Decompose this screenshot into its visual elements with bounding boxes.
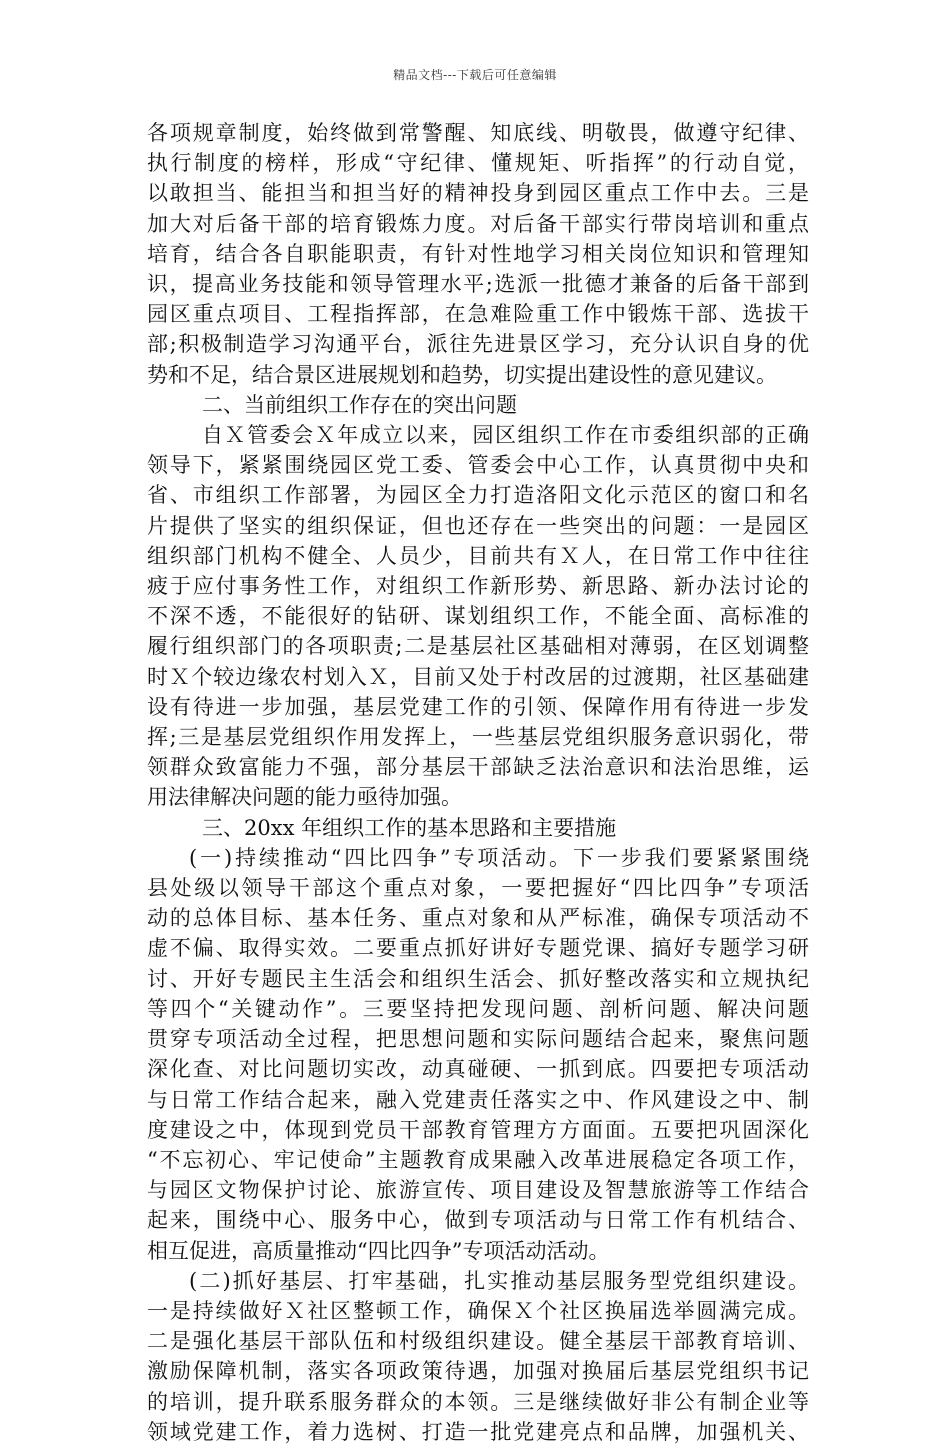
- text-line: 二、当前组织工作存在的突出问题: [202, 392, 517, 417]
- text-line: 省、市组织工作部署，为园区全力打造洛阳文化示范区的窗口和名: [147, 483, 809, 508]
- text-line: 片提供了坚实的组织保证，但也还存在一些突出的问题：一是园区: [147, 513, 809, 538]
- text-line: 动的总体目标、基本任务、重点对象和从严标准，确保专项活动不: [147, 906, 809, 931]
- text-line: 领导下，紧紧围绕园区党工委、管委会中心工作，认真贯彻中央和: [147, 453, 809, 478]
- text-line: 相互促进，高质量推动“四比四争”专项活动活动。: [147, 1238, 610, 1263]
- text-line: “不忘初心、牢记使命”主题教育成果融入改革进展稳定各项工作，: [147, 1147, 809, 1172]
- text-line: 领域党建工作，着力选树、打造一批党建亮点和品牌，加强机关、: [147, 1419, 809, 1444]
- text-line: 深化查、对比问题切实改，动真碰硬、一抓到底。四要把专项活动: [147, 1057, 809, 1082]
- text-line: 部;积极制造学习沟通平台，派往先进景区学习，充分认识自身的优: [147, 332, 809, 357]
- document-body: [147, 118, 809, 1447]
- text-line: 与园区文物保护讨论、旅游宣传、项目建设及智慧旅游等工作结合: [147, 1178, 809, 1203]
- text-line: 讨、开好专题民主生活会和组织生活会、抓好整改落实和立规执纪: [147, 966, 809, 991]
- text-line: 三、20xx 年组织工作的基本思路和主要措施: [202, 815, 617, 840]
- text-line: 加大对后备干部的培育锻炼力度。对后备干部实行带岗培训和重点: [147, 211, 809, 236]
- text-line: 设有待进一步加强，基层党建工作的引领、保障作用有待进一步发: [147, 694, 809, 719]
- text-line: 以敢担当、能担当和担当好的精神投身到园区重点工作中去。三是: [147, 181, 809, 206]
- text-line: 一是持续做好Ｘ社区整顿工作，确保Ｘ个社区换届选举圆满完成。: [147, 1298, 809, 1323]
- text-line: 园区重点项目、工程指挥部，在急难险重工作中锻炼干部、选拔干: [147, 302, 809, 327]
- text-line: 领群众致富能力不强，部分基层干部缺乏法治意识和法治思维，运: [147, 755, 809, 780]
- text-line: 二是强化基层干部队伍和村级组织建设。健全基层干部教育培训、: [147, 1329, 809, 1354]
- text-line: 组织部门机构不健全、人员少，目前共有Ｘ人，在日常工作中往往: [147, 543, 809, 568]
- text-line: 挥;三是基层党组织作用发挥上，一些基层党组织服务意识弱化，带: [147, 725, 809, 750]
- text-line: 的培训，提升联系服务群众的本领。三是继续做好非公有制企业等: [147, 1389, 809, 1414]
- text-line: 用法律解决问题的能力亟待加强。: [147, 785, 462, 810]
- text-line: 各项规章制度，始终做到常警醒、知底线、明敬畏，做遵守纪律、: [147, 121, 809, 145]
- text-line: 贯穿专项活动全过程，把思想问题和实际问题结合起来，聚焦问题: [147, 1027, 809, 1052]
- text-line: 县处级以领导干部这个重点对象，一要把握好“四比四争”专项活: [147, 876, 809, 901]
- text-line: 识，提高业务技能和领导管理水平;选派一批德才兼备的后备干部到: [147, 272, 809, 297]
- text-line: 度建设之中，体现到党员干部教育管理方方面面。五要把巩固深化: [147, 1117, 809, 1142]
- text-line: 时Ｘ个较边缘农村划入Ｘ，目前又处于村改居的过渡期，社区基础建: [147, 664, 809, 689]
- page-header: 精品文档---下载后可任意编辑: [393, 68, 557, 82]
- text-line: 执行制度的榜样，形成“守纪律、懂规矩、听指挥”的行动自觉，: [147, 151, 809, 176]
- text-line: 不深不透，不能很好的钻研、谋划组织工作，不能全面、高标准的: [147, 604, 809, 629]
- text-line: 自Ｘ管委会Ｘ年成立以来，园区组织工作在市委组织部的正确: [202, 423, 809, 448]
- text-line: 履行组织部门的各项职责;二是基层社区基础相对薄弱，在区划调整: [147, 634, 809, 659]
- text-line: 起来，围绕中心、服务中心，做到专项活动与日常工作有机结合、: [147, 1208, 809, 1233]
- text-line: 等四个“关键动作”。三要坚持把发现问题、剖析问题、解决问题: [147, 996, 809, 1021]
- text-line: 与日常工作结合起来，融入党建责任落实之中、作风建设之中、制: [147, 1087, 809, 1112]
- text-line: (二)抓好基层、打牢基础，扎实推动基层服务型党组织建设。: [189, 1268, 809, 1293]
- text-line: 激励保障机制，落实各项政策待遇，加强对换届后基层党组织书记: [147, 1359, 809, 1384]
- text-line: (一)持续推动“四比四争”专项活动。下一步我们要紧紧围绕: [189, 845, 809, 870]
- text-line: 培育，结合各自职能职责，有针对性地学习相关岗位知识和管理知: [147, 241, 809, 266]
- text-line: 虚不偏、取得实效。二要重点抓好讲好专题党课、搞好专题学习研: [147, 936, 809, 961]
- text-line: 疲于应付事务性工作，对组织工作新形势、新思路、新办法讨论的: [147, 574, 809, 599]
- text-line: 势和不足，结合景区进展规划和趋势，切实提出建设性的意见建议。: [147, 362, 777, 387]
